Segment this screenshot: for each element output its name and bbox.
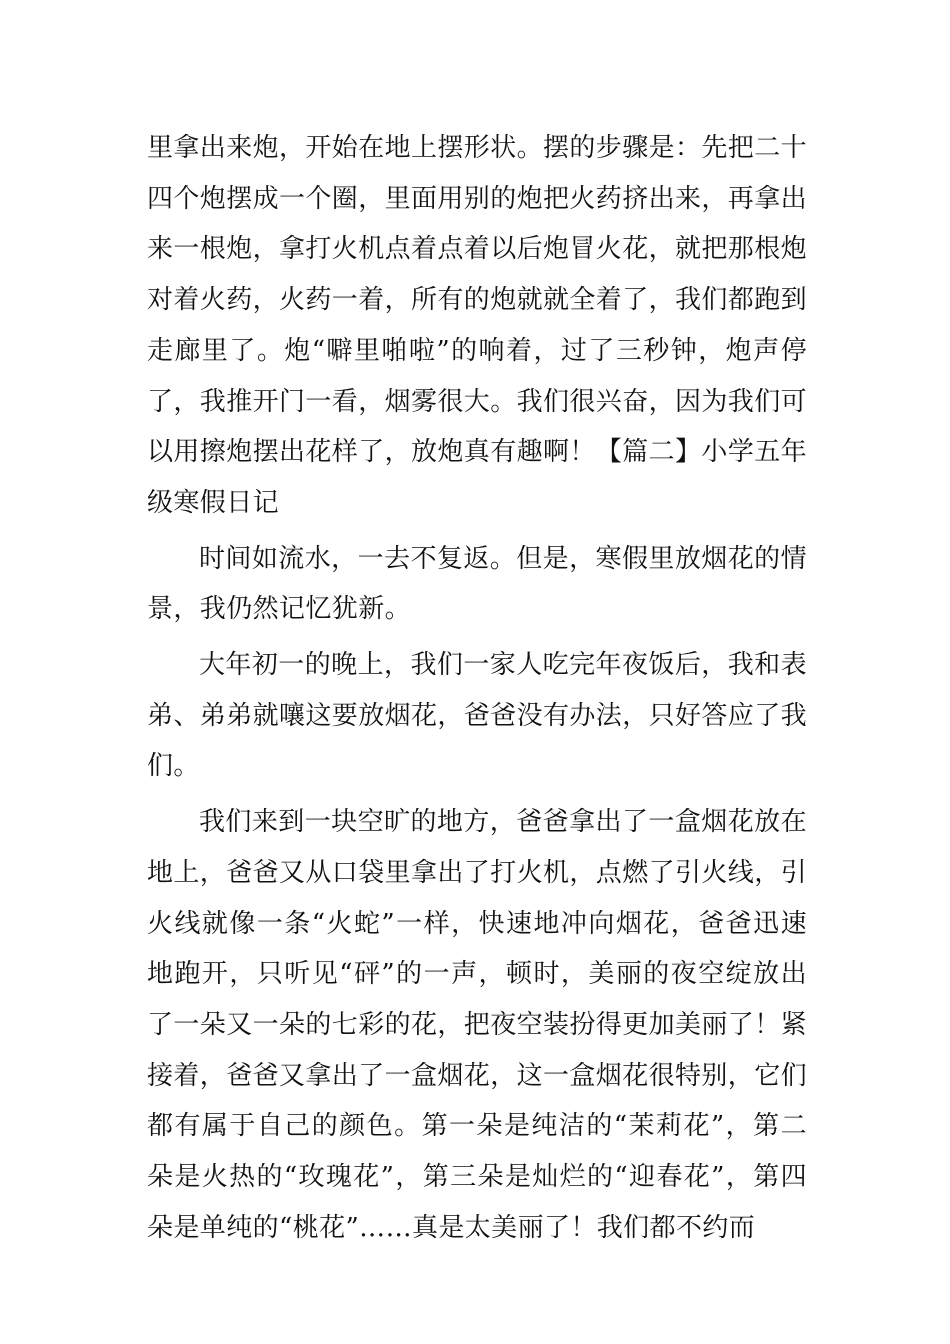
paragraph-time-flows: 时间如流水，一去不复返。但是，寒假里放烟花的情景，我仍然记忆犹新。: [147, 543, 807, 625]
paragraph-new-year-night: 大年初一的晚上，我们一家人吃完年夜饭后，我和表弟、弟弟就嚷这要放烟花，爸爸没有办法，只好答应了我们。: [147, 650, 808, 782]
paragraph-fireworks: 我们来到一块空旷的地方，爸爸拿出了一盒烟花放在地上，爸爸又从口袋里拿出了打火机，点燃了引火线，引火线就像一条“火蛇”一样，快速地冲向烟花，爸爸迅速地跑开，只听见“砰”的一声，顿时，美丽的夜空绽放出了一朵又一朵的七彩的花，把夜空装扮得更加美丽了！紧接着，爸爸又拿出了一盒烟花，这一盒烟花很特别，它们都有属于自己的颜色。第一朵是纯洁的“茉莉花”，第二朵是火热的“玫瑰花”，第三朵是灿烂的“迎春花”，第四朵是单纯的“桃花”……真是太美丽了！我们都不约而: [147, 807, 808, 1243]
paragraph-continuation: 里拿出来炮，开始在地上摆形状。摆的步骤是：先把二十四个炮摆成一个圈，里面用别的炮把火药挤出来，再拿出来一根炮，拿打火机点着点着以后炮冒火花，就把那根炮对着火药，火药一着，所有的炮就就全着了，我们都跑到走廊里了。炮“噼里啪啦”的响着，过了三秒钟，炮声停了，我推开门一看，烟雾很大。我们很兴奋，因为我们可以用擦炮摆出花样了，放炮真有趣啊！【篇二】小学五年级寒假日记: [147, 133, 808, 518]
document-body: [147, 123, 807, 1253]
